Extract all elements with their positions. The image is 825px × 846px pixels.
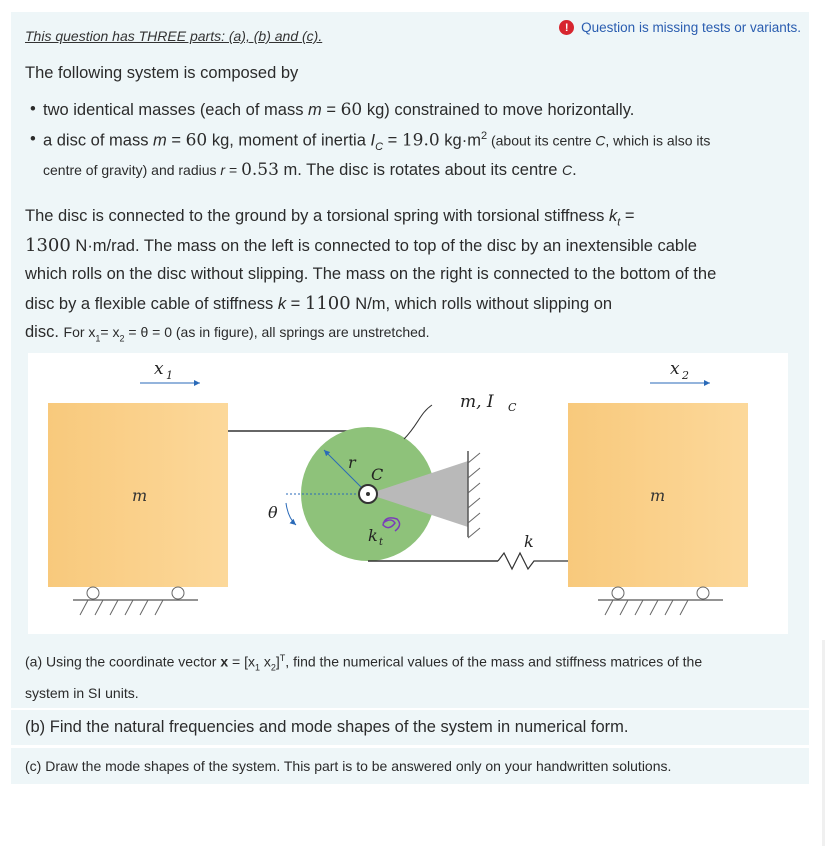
para-line-5: disc. For $x_1= x_2 = \theta = 0$ (as in figure), all springs are unstretched. <box>25 323 430 344</box>
para-line-2: 1300 N·m/rad. The mass on the left is connected to top of the disc by an inextensible cable <box>25 235 697 256</box>
right-ground-hatch <box>605 600 688 615</box>
para-line-4: disc by a flexible cable of stiffness k = 1100 N/m, which rolls without slipping on <box>25 293 613 314</box>
bullet-dot-1: • <box>30 100 36 118</box>
centre-dot <box>366 492 370 496</box>
right-mass-label: m <box>650 486 666 505</box>
left-mass-label: m <box>132 486 148 505</box>
bullet-dot-2: • <box>30 130 36 148</box>
question-c: (c) Draw the mode shapes of the system. This part is to be answered only on your handwritten solutions. <box>11 748 809 784</box>
right-wheel-1 <box>612 587 624 599</box>
right-wheel-2 <box>697 587 709 599</box>
x1-sub: 1 <box>166 369 173 382</box>
x2-sub: 2 <box>682 369 689 382</box>
disc-label-sub: C <box>508 401 517 414</box>
x2-label: x <box>670 359 680 379</box>
centre-label: C <box>371 465 384 484</box>
warning-text: Question is missing tests or variants. <box>581 20 801 35</box>
exclamation-icon: ! <box>559 20 574 35</box>
support-hatch <box>468 453 480 538</box>
question-a: (a) Using the coordinate vector $x = [x_1$ $x_2]^T$, find the numerical values of the mass and stiffness matrices of the system in SI units. <box>25 653 703 702</box>
question-b: (b) Find the natural frequencies and mode shapes of the system in numerical form. <box>11 710 809 745</box>
bullet-masses: two identical masses (each of mass m = 60 kg) constrained to move horizontally. <box>43 100 635 120</box>
bullet-disc: a disc of mass m = 60 kg, moment of inertia $I_C = 19.0$ $kg\cdot m^2$ (about its centre C, which is also its <box>43 130 711 153</box>
kt-label: k <box>368 526 378 545</box>
para-line-3: which rolls on the disc without slipping. The mass on the right is connected to the bottom of the <box>25 265 717 283</box>
theta-label: θ <box>268 503 278 522</box>
bullet-disc-line2: centre of gravity) and radius r = 0.53 m. The disc is rotates about its centre C. <box>43 160 577 180</box>
left-wheel-2 <box>172 587 184 599</box>
kt-sub: t <box>379 537 384 548</box>
missing-tests-warning[interactable] <box>559 20 801 35</box>
system-diagram <box>28 353 788 634</box>
para-line-1: The disc is connected to the ground by a torsional spring with torsional stiffness $k_t$ = <box>25 207 635 229</box>
disc-label: m, I <box>460 392 494 412</box>
theta-arrow <box>286 503 296 525</box>
left-wheel-1 <box>87 587 99 599</box>
radius-label: r <box>348 453 356 472</box>
left-ground-hatch <box>80 600 163 615</box>
intro-text: The following system is composed by <box>25 64 299 82</box>
x1-label: x <box>154 359 164 379</box>
parts-title: This question has THREE parts: (a), (b) and (c). <box>25 28 323 44</box>
k-label: k <box>524 532 534 551</box>
linear-spring <box>498 553 568 569</box>
system-figure <box>28 353 788 634</box>
disc-leader <box>404 405 432 439</box>
